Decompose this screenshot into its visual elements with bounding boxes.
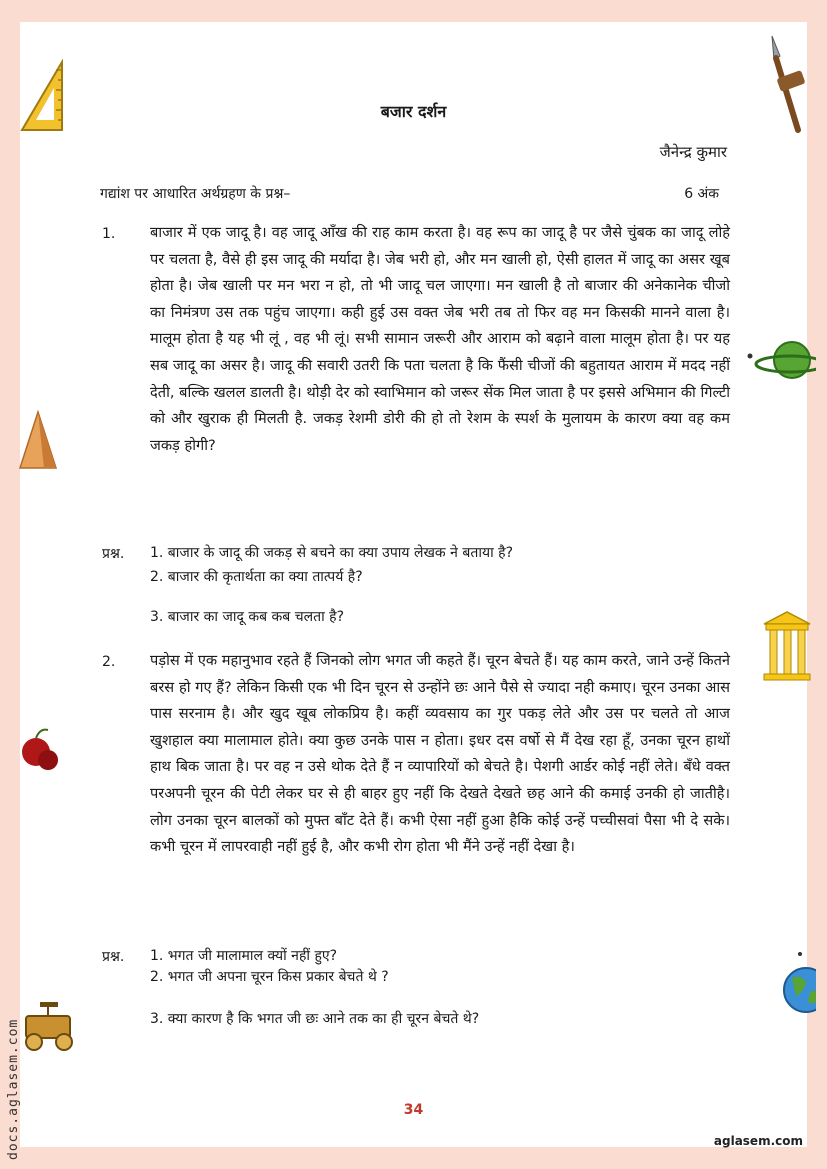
planet-icon: [746, 336, 816, 386]
page-number: 34: [403, 1102, 424, 1118]
globe-icon: [776, 948, 816, 1018]
question-item: 1. बाजार के जादू की जकड़ से बचने का क्या उपाय लेखक ने बताया है?: [150, 545, 514, 561]
question-label: प्रश्न.: [102, 546, 125, 562]
site-name: aglasem.com: [713, 1134, 803, 1148]
question-item: 2. भगत जी अपना चूरन किस प्रकार बेचते थे ?: [150, 969, 389, 985]
question-item: 1. भगत जी मालामाल क्यों नहीं हुए?: [150, 948, 338, 964]
question-label: प्रश्न.: [102, 949, 125, 965]
marks-label: 6 अंक: [684, 186, 719, 202]
passage-text: पड़ोस में एक महानुभाव रहते हैं जिनको लोग भगत जी कहते हैं। चूरन बेचते हैं। यह काम करते, जाने उन्हें कितने बरस हो गए हैं? लेकिन किसी एक भी दिन चूरन से उन्होंने छः आने पैसे से ज्यादा नही कमाए। चूरन उनका आस पास सरनाम है। और खुद खूब लोकप्रिय है। कहीं व्यवसाय का गुर पकड़ लेते और उस पर चलते तो आज खुशहाल क्या मालामाल होते। क्या कुछ उनके पास न होता। इधर दस वर्षो से मैं देख रहा हूँ, उनका चूरन हाथों हाथ बिक जाता है। पर वह न उसे थोक देते हैं न व्यापारियों को बेचते है। पेशगी आर्डर कोई नहीं लेते। बँधे वक्त परअपनी चूरन की पेटी लेकर घर से ही बाहर हुए नहीं कि देखते देखते छह आने की कमाई उनकी हो जातीहै। लोग उनका चूरन बालकों को मुफ्त बाँट देते हैं। कभी ऐसा नहीं हुआ हैकि कोई उन्हें पच्चीसवां पैसा भी दे सके। कभी चूरन में लापरवाही नहीं हुई है, और कभी रोग होता भी मैंने उन्हें नहीं देखा है।: [150, 652, 730, 856]
passage-text: बाजार में एक जादू है। वह जादू आँख की राह काम करता है। वह रूप का जादू है पर जैसे चुंबक का जादू लोहे पर चलता है, वैसे ही इस जादू की मर्यादा है। जेब भरी हो, और मन खाली हो, ऐसी हालत में जादू का असर खूब होता है। जेब खाली पर मन भरा न हो, तो भी जादू चल जाएगा। मन खाली है तो बाजार की अनेकानेक चीजो का निमंत्रण उस तक पहुंच जाएगा। कही हुई उस वक्त जेब भरी तब तो फिर वह मन किसकी मानने वाला है। मालूम होता है यह भी लूं , वह भी लूं। सभी सामान जरूरी और आराम को बढ़ाने वाला मालूम होता है। पर यह सब जादू का असर है। जादू की सवारी उतरी कि पता चलता है कि फैंसी चीजों की बहुतायत आराम में मदद नहीं देती, बल्कि खलल डालती है। थोड़ी देर को स्वाभिमान को जरूर सेंक मिल जाता है पर इससे अभिमान की गिल्टी को और खुराक ही मिलती है. जकड़ रेशमी डोरी की हो तो रेशम के स्पर्श के मुलायम के कारण क्या वह कम जकड़ होगी?: [150, 224, 730, 454]
spear-icon: [762, 34, 812, 134]
author-name: जैनेन्द्र कुमार: [659, 143, 727, 161]
question-item: 3. बाजार का जादू कब कब चलता है?: [150, 609, 345, 625]
pillar-icon: [762, 610, 812, 682]
passage-number: 2.: [102, 654, 116, 670]
document-page: [20, 22, 807, 1147]
question-item: 2. बाजार की कृतार्थता का क्या तात्पर्य है?: [150, 569, 363, 585]
section-instruction: गद्यांश पर आधारित अर्थग्रहण के प्रश्न–: [100, 186, 291, 202]
ruler-icon: [18, 58, 66, 134]
chapter-title: बजार दर्शन: [380, 102, 447, 121]
question-item: 3. क्या कारण है कि भगत जी छः आने तक का ही चूरन बेचते थे?: [150, 1011, 480, 1027]
cart-icon: [18, 1000, 82, 1054]
fruit-icon: [18, 726, 60, 776]
passage-number: 1.: [102, 226, 116, 242]
side-watermark: docs.aglasem.com: [6, 1018, 21, 1160]
pyramid-icon: [18, 410, 58, 470]
